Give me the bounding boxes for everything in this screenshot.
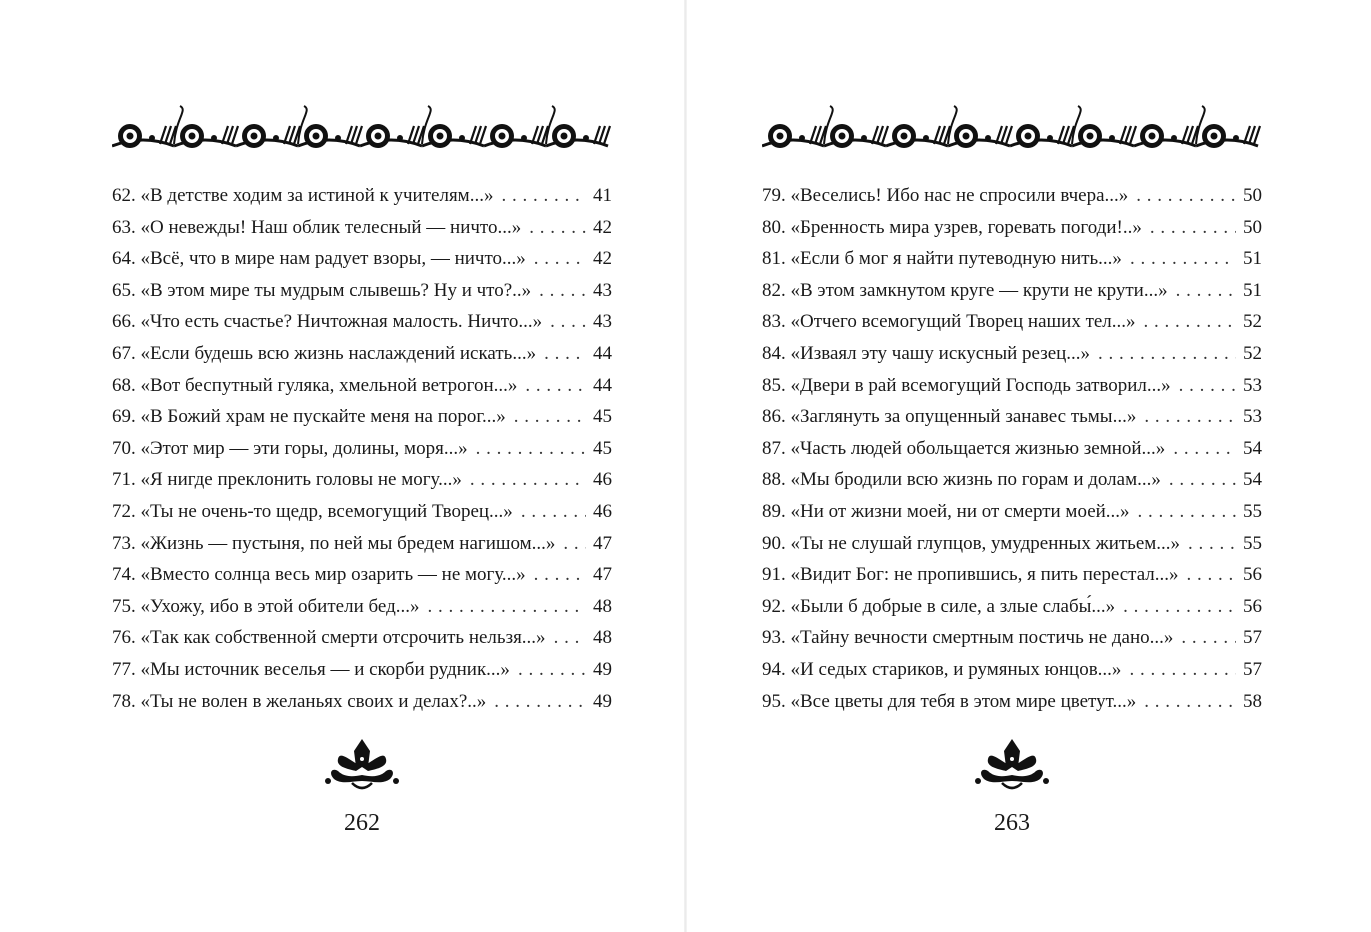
palmette-emblem-icon bbox=[972, 737, 1052, 793]
toc-entry-title: 72. «Ты не очень-то щедр, всемогущий Творец...» bbox=[112, 500, 513, 522]
dot-leader bbox=[1136, 180, 1236, 212]
toc-entry-title: 93. «Тайну вечности смертным постичь не дано...» bbox=[762, 627, 1174, 649]
toc-entry-page: 53 bbox=[1243, 406, 1262, 428]
dot-leader bbox=[1123, 591, 1236, 623]
toc-entry-page: 45 bbox=[593, 406, 612, 428]
dot-leader bbox=[1188, 528, 1236, 560]
dot-leader bbox=[1144, 306, 1236, 338]
toc-entry bbox=[762, 591, 1262, 623]
dot-leader bbox=[1181, 622, 1236, 654]
toc-entry-title: 63. «О невежды! Наш облик телесный — ничто...» bbox=[112, 216, 522, 238]
toc-entry-page: 43 bbox=[593, 311, 612, 333]
toc-entry bbox=[762, 306, 1262, 338]
page-number: 262 bbox=[344, 810, 380, 836]
toc-entry-page: 44 bbox=[593, 342, 612, 364]
toc-entry-page: 41 bbox=[593, 185, 612, 206]
toc-entry-page: 45 bbox=[593, 437, 612, 459]
toc-entry bbox=[762, 433, 1262, 465]
toc-entry-page: 49 bbox=[593, 658, 612, 680]
page-number: 263 bbox=[994, 810, 1030, 836]
toc-entry-title: 65. «В этом мире ты мудрым слывешь? Ну и что?..» bbox=[112, 279, 532, 301]
toc-entry-title: 78. «Ты не волен в желаньях своих и делах?..» bbox=[112, 690, 487, 712]
toc-entry-page: 57 bbox=[1243, 658, 1262, 680]
toc-entry-title: 84. «Изваял эту чашу искусный резец...» bbox=[762, 342, 1091, 364]
toc-entry bbox=[762, 212, 1262, 244]
dot-leader bbox=[1098, 338, 1236, 370]
toc-entry-title: 94. «И седых стариков, и румяных юнцов...» bbox=[762, 658, 1122, 680]
toc-entry bbox=[762, 180, 1262, 212]
toc-entry-title: 73. «Жизнь — пустыня, по ней мы бредем нагишом...» bbox=[112, 532, 556, 554]
dot-leader bbox=[1144, 686, 1236, 718]
toc-entry-page: 48 bbox=[593, 627, 612, 649]
toc-entry-page: 49 bbox=[593, 690, 612, 712]
toc-entry-title: 71. «Я нигде преклонить головы не могу...» bbox=[112, 469, 462, 491]
toc-entry-page: 47 bbox=[593, 564, 612, 586]
toc-entry bbox=[762, 654, 1262, 686]
toc-entry-title: 92. «Были б добрые в силе, а злые слабы́...» bbox=[762, 595, 1116, 617]
toc-entry bbox=[762, 243, 1262, 275]
toc-entry-title: 66. «Что есть счастье? Ничтожная малость. Ничто...» bbox=[112, 311, 543, 333]
toc-entry-title: 95. «Все цветы для тебя в этом мире цветут...» bbox=[762, 690, 1137, 712]
dot-leader bbox=[1169, 464, 1236, 496]
dot-leader bbox=[1173, 433, 1236, 465]
toc-entry-page: 52 bbox=[1243, 311, 1262, 333]
toc-entry-page: 42 bbox=[593, 248, 612, 270]
toc-entry-page: 42 bbox=[593, 216, 612, 238]
toc-entry-page: 51 bbox=[1243, 279, 1262, 301]
toc-entry bbox=[762, 275, 1262, 307]
toc-entry-title: 88. «Мы бродили всю жизнь по горам и долам...» bbox=[762, 469, 1161, 491]
dot-leader bbox=[1129, 654, 1236, 686]
dot-leader bbox=[1130, 243, 1236, 275]
dot-leader bbox=[1176, 275, 1236, 307]
toc-entry bbox=[762, 370, 1262, 402]
toc-entry-title: 85. «Двери в рай всемогущий Господь затворил...» bbox=[762, 374, 1171, 396]
dot-leader bbox=[1179, 370, 1236, 402]
toc-entry-title: 74. «Вместо солнца весь мир озарить — не могу...» bbox=[112, 564, 526, 586]
toc-entry-page: 56 bbox=[1243, 595, 1262, 617]
toc-entry-page: 43 bbox=[593, 279, 612, 301]
toc-entry-title: 76. «Так как собственной смерти отсрочить нельзя...» bbox=[112, 627, 546, 649]
toc-entry-page: 47 bbox=[593, 532, 612, 554]
toc-entry-page: 51 bbox=[1243, 248, 1262, 270]
toc-entry-title: 83. «Отчего всемогущий Творец наших тел...» bbox=[762, 311, 1136, 333]
toc-entry-title: 77. «Мы источник веселья — и скорби рудник...» bbox=[112, 658, 510, 680]
toc-entry-page: 54 bbox=[1243, 469, 1262, 491]
toc-entry-title: 62. «В детстве ходим за истиной к учителям...» bbox=[112, 185, 494, 206]
toc-entry-title: 82. «В этом замкнутом круге — крути не крути...» bbox=[762, 279, 1168, 301]
toc-entry-title: 64. «Всё, что в мире нам радует взоры, — ничто...» bbox=[112, 248, 526, 270]
toc-entry-page: 46 bbox=[593, 469, 612, 491]
toc-entry-page: 50 bbox=[1243, 216, 1262, 238]
toc-entry-title: 87. «Часть людей обольщается жизнью земной...» bbox=[762, 437, 1166, 459]
toc-entry-title: 86. «Заглянуть за опущенный занавес тьмы...» bbox=[762, 406, 1137, 428]
toc-entry bbox=[762, 338, 1262, 370]
toc-entry-page: 56 bbox=[1243, 564, 1262, 586]
toc-entry-page: 55 bbox=[1243, 500, 1262, 522]
toc-entry-title: 80. «Бренность мира узрев, горевать погоди!..» bbox=[762, 216, 1142, 238]
toc-entry-page: 46 bbox=[593, 500, 612, 522]
dot-leader bbox=[1150, 212, 1236, 244]
toc-entry bbox=[762, 401, 1262, 433]
toc-entry bbox=[762, 622, 1262, 654]
toc-entry-title: 68. «Вот беспутный гуляка, хмельной ветрогон...» bbox=[112, 374, 518, 396]
toc-entry-page: 48 bbox=[593, 595, 612, 617]
toc-entry-title: 69. «В Божий храм не пускайте меня на порог...» bbox=[112, 406, 506, 428]
dot-leader bbox=[1138, 496, 1236, 528]
toc-entry bbox=[762, 496, 1262, 528]
toc-entry bbox=[762, 528, 1262, 560]
toc-entry-page: 50 bbox=[1243, 185, 1262, 206]
toc-entry-title: 81. «Если б мог я найти путеводную нить...» bbox=[762, 248, 1122, 270]
toc-entry-title: 75. «Ухожу, ибо в этой обители бед...» bbox=[112, 595, 420, 617]
toc-entry-title: 79. «Веселись! Ибо нас не спросили вчера...» bbox=[762, 185, 1129, 206]
toc-entry-title: 91. «Видит Бог: не пропившись, я пить перестал...» bbox=[762, 564, 1179, 586]
toc-entry-page: 58 bbox=[1243, 690, 1262, 712]
toc-entry-page: 53 bbox=[1243, 374, 1262, 396]
toc-list bbox=[762, 180, 1262, 717]
dot-leader bbox=[1144, 401, 1236, 433]
scroll-vine-ornament-icon bbox=[762, 100, 1262, 156]
toc-entry-page: 52 bbox=[1243, 342, 1262, 364]
toc-entry-page: 55 bbox=[1243, 532, 1262, 554]
toc-entry-page: 57 bbox=[1243, 627, 1262, 649]
toc-entry-title: 90. «Ты не слушай глупцов, умудренных житьем...» bbox=[762, 532, 1181, 554]
toc-entry-title: 67. «Если будешь всю жизнь наслаждений искать...» bbox=[112, 342, 537, 364]
dot-leader bbox=[1187, 559, 1236, 591]
toc-entry bbox=[762, 464, 1262, 496]
toc-entry-title: 70. «Этот мир — эти горы, долины, моря...» bbox=[112, 437, 468, 459]
toc-entry bbox=[762, 559, 1262, 591]
toc-entry-page: 54 bbox=[1243, 437, 1262, 459]
toc-entry-page: 44 bbox=[593, 374, 612, 396]
toc-entry bbox=[762, 686, 1262, 718]
toc-entry-title: 89. «Ни от жизни моей, ни от смерти моей...» bbox=[762, 500, 1130, 522]
